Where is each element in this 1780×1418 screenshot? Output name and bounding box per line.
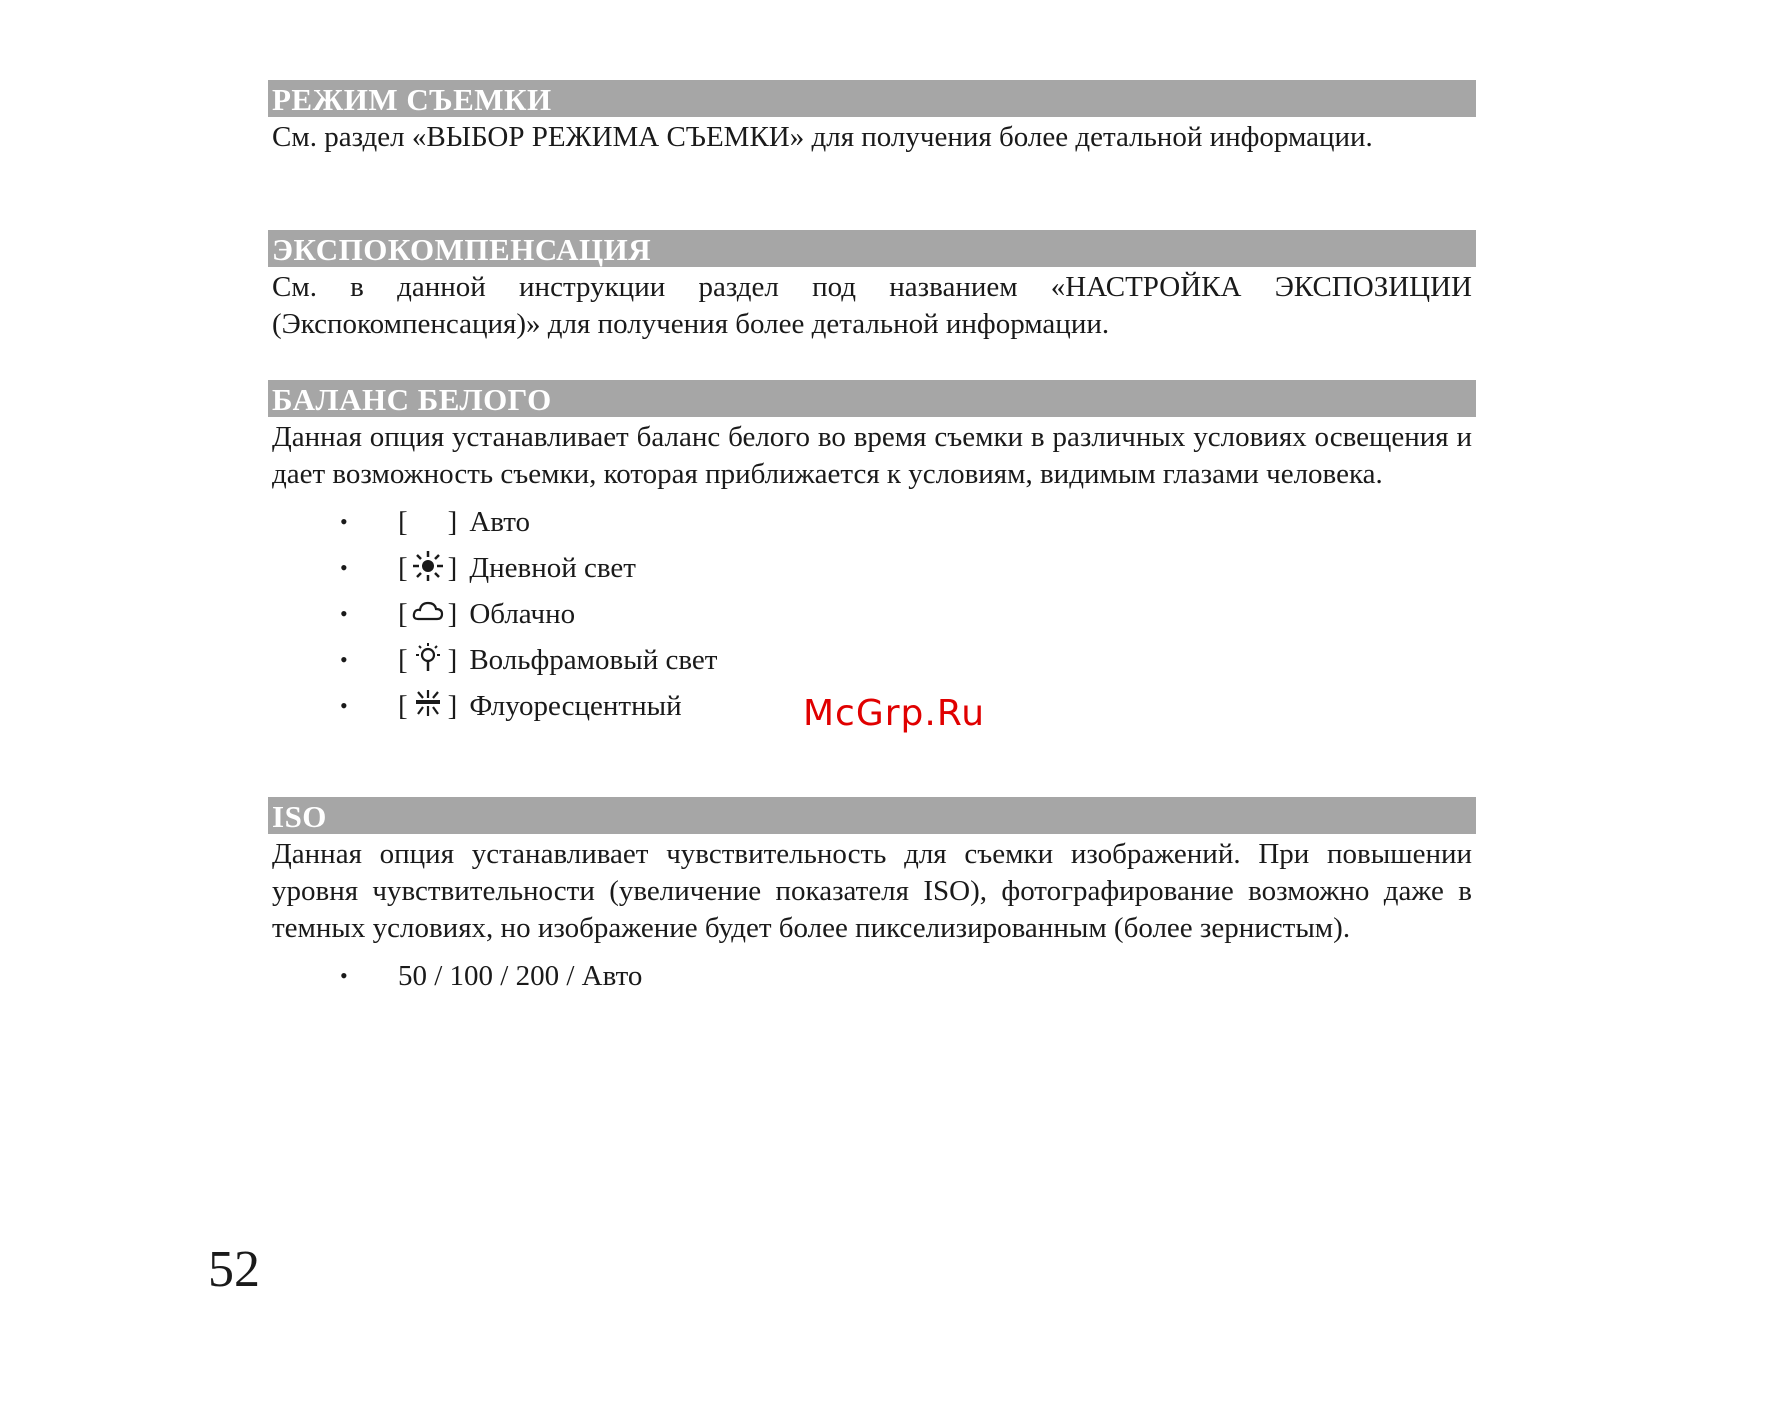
bullet: •	[340, 509, 348, 534]
section-header: ЭКСПОКОМПЕНСАЦИЯ	[268, 230, 1476, 267]
list-item	[268, 953, 1476, 999]
section-shooting-mode	[268, 80, 1476, 156]
list-item: • [ ] Дневной свет	[268, 545, 1476, 591]
sun-icon	[408, 549, 448, 583]
section-text: См. раздел «ВЫБОР РЕЖИМА СЪЕМКИ» для получения более детальной информации.	[272, 121, 1373, 153]
list-item: • [ ] Вольфрамовый свет	[268, 637, 1476, 683]
section-text: Данная опция устанавливает баланс белого во время съемки в различных условиях освещения и дает возможность съемки, которая приближается к условиям, видимым глазами человека.	[272, 421, 1472, 490]
option-label: Облачно	[469, 598, 576, 630]
section-exposure-compensation	[268, 230, 1476, 343]
iso-options	[268, 953, 1476, 999]
tungsten-bulb-icon	[408, 641, 448, 675]
bullet: •	[340, 555, 348, 580]
option-label: Авто	[469, 506, 531, 538]
bullet: •	[340, 963, 348, 988]
option-label: Дневной свет	[469, 552, 636, 584]
section-header: ISO	[268, 797, 1476, 834]
watermark: McGrp.Ru	[803, 693, 986, 734]
blank-icon	[408, 503, 448, 537]
fluorescent-icon	[408, 687, 448, 721]
list-item: • [ ] Флуоресцентный	[268, 683, 1476, 729]
option-label: Флуоресцентный	[469, 690, 682, 722]
option-label: 50 / 100 / 200 / Авто	[398, 960, 643, 992]
bullet: •	[340, 693, 348, 718]
bullet: •	[340, 601, 348, 626]
section-text: Данная опция устанавливает чувствительность для съемки изображений. При повышении уровня чувствительности (увеличение показателя ISO), фотографирование возможно даже в темных условиях, но изображение будет более пикселизированным (более зернистым).	[272, 838, 1472, 944]
section-white-balance	[268, 380, 1476, 729]
cloud-icon	[408, 595, 448, 629]
option-label: Вольфрамовый свет	[469, 644, 718, 676]
page-number: 52	[208, 1241, 260, 1298]
list-item: • [ ] Облачно	[268, 591, 1476, 637]
list-item: • [ ] Авто	[268, 499, 1476, 545]
section-iso	[268, 797, 1476, 999]
section-text: См. в данной инструкции раздел под названием «НАСТРОЙКА ЭКСПОЗИЦИИ (Экспокомпенсация)» для получения более детальной информации.	[272, 271, 1472, 340]
section-header: БАЛАНС БЕЛОГО	[268, 380, 1476, 417]
section-header: РЕЖИМ СЪЕМКИ	[268, 80, 1476, 117]
bullet: •	[340, 647, 348, 672]
